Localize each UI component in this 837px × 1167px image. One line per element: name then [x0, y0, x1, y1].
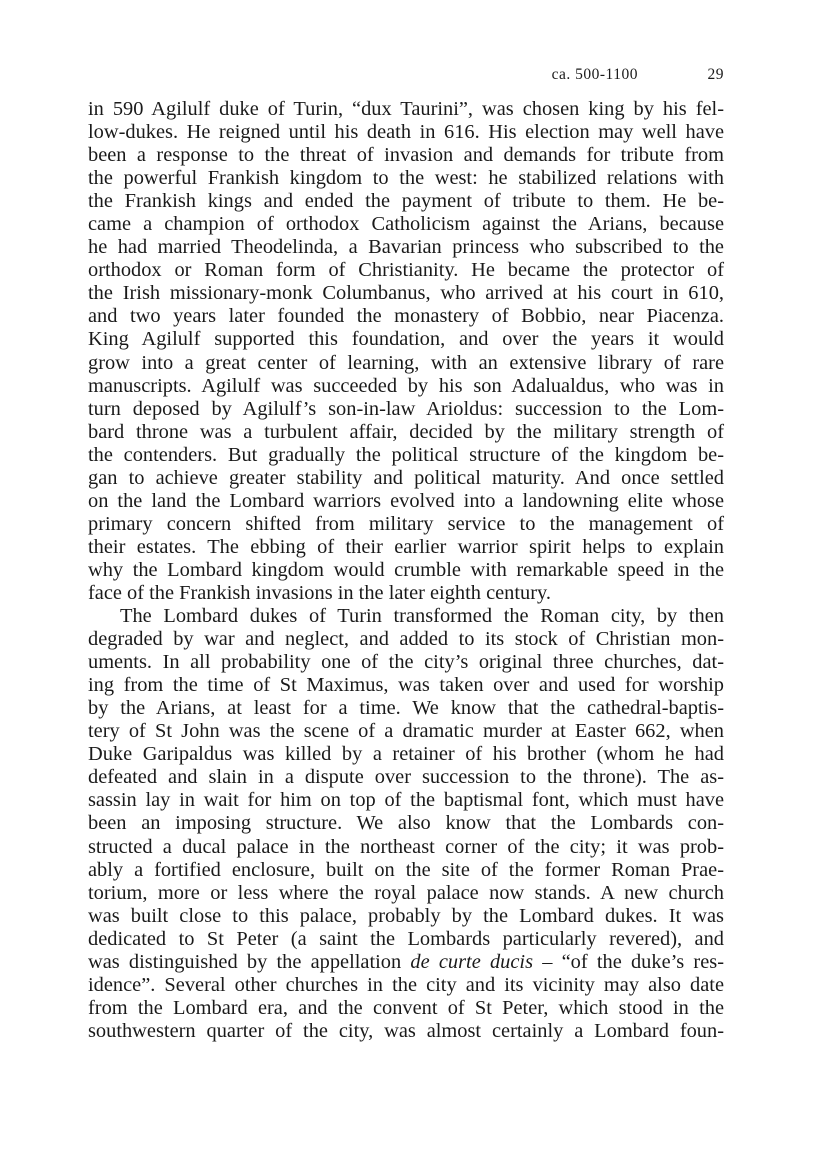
text-segment: – “of the duke’s res-: [533, 950, 724, 973]
text-line: the powerful Frankish kingdom to the west: he stabilized relations with: [88, 167, 724, 190]
text-line: the Irish missionary-monk Columbanus, who arrived at his court in 610,: [88, 282, 724, 305]
text-line: and two years later founded the monastery of Bobbio, near Piacenza.: [88, 305, 724, 328]
text-line: degraded by war and neglect, and added to its stock of Christian mon-: [88, 628, 724, 651]
text-line: the contenders. But gradually the political structure of the kingdom be-: [88, 443, 724, 466]
text-line: from the Lombard era, and the convent of St Peter, which stood in the: [88, 996, 724, 1019]
text-line: idence”. Several other churches in the city and its vicinity may also date: [88, 973, 724, 996]
text-line: dedicated to St Peter (a saint the Lombards particularly revered), and: [88, 927, 724, 950]
text-line: gan to achieve greater stability and political maturity. And once settled: [88, 466, 724, 489]
body-text: [88, 98, 724, 1043]
text-line: defeated and slain in a dispute over succession to the throne). The as-: [88, 766, 724, 789]
text-line: their estates. The ebbing of their earlier warrior spirit helps to explain: [88, 535, 724, 558]
text-line: structed a ducal palace in the northeast corner of the city; it was prob-: [88, 835, 724, 858]
text-line: the Frankish kings and ended the payment of tribute to them. He be-: [88, 190, 724, 213]
text-line: in 590 Agilulf duke of Turin, “dux Taurini”, was chosen king by his fel-: [88, 98, 724, 120]
text-line: ably a fortified enclosure, built on the site of the former Roman Prae-: [88, 858, 724, 881]
text-line: torium, more or less where the royal palace now stands. A new church: [88, 881, 724, 904]
italic-phrase: de curte ducis: [410, 950, 534, 973]
text-line: ing from the time of St Maximus, was taken over and used for worship: [88, 674, 724, 697]
text-line: turn deposed by Agilulf’s son-in-law Arioldus: succession to the Lom-: [88, 397, 724, 420]
running-head: [88, 66, 724, 86]
text-line: grow into a great center of learning, with an extensive library of rare: [88, 351, 724, 374]
text-line: came a champion of orthodox Catholicism against the Arians, because: [88, 213, 724, 236]
text-line: sassin lay in wait for him on top of the baptismal font, which must have: [88, 789, 724, 812]
text-line: bard throne was a turbulent affair, decided by the military strength of: [88, 420, 724, 443]
text-line: tery of St John was the scene of a dramatic murder at Easter 662, when: [88, 720, 724, 743]
text-line-with-italic: [88, 951, 724, 974]
text-line: on the land the Lombard warriors evolved into a landowning elite whose: [88, 489, 724, 512]
text-line: primary concern shifted from military service to the management of: [88, 512, 724, 535]
text-line: been a response to the threat of invasion and demands for tribute from: [88, 144, 724, 167]
running-head-title: ca. 500-1100: [551, 66, 638, 83]
text-line: uments. In all probability one of the city’s original three churches, dat-: [88, 651, 724, 674]
text-line: manuscripts. Agilulf was succeeded by his son Adalualdus, who was in: [88, 374, 724, 397]
text-line: The Lombard dukes of Turin transformed the Roman city, by then: [120, 605, 724, 628]
text-line: was built close to this palace, probably by the Lombard dukes. It was: [88, 904, 724, 927]
text-line: why the Lombard kingdom would crumble with remarkable speed in the: [88, 558, 724, 581]
text-line: low-dukes. He reigned until his death in 616. His election may well have: [88, 121, 724, 144]
paragraph-1: [88, 98, 724, 605]
page-number: 29: [707, 66, 724, 83]
text-line: been an imposing structure. We also know that the Lombards con-: [88, 812, 724, 835]
text-line: King Agilulf supported this foundation, and over the years it would: [88, 328, 724, 351]
paragraph-2: [88, 605, 724, 1043]
text-line: he had married Theodelinda, a Bavarian princess who subscribed to the: [88, 236, 724, 259]
text-line: Duke Garipaldus was killed by a retainer of his brother (whom he had: [88, 743, 724, 766]
text-line: face of the Frankish invasions in the later eighth century.: [88, 581, 551, 604]
text-segment: was distinguished by the appellation: [88, 950, 411, 973]
text-line: southwestern quarter of the city, was almost certainly a Lombard foun-: [88, 1019, 724, 1042]
text-line: orthodox or Roman form of Christianity. He became the protector of: [88, 259, 724, 282]
text-line: by the Arians, at least for a time. We know that the cathedral-baptis-: [88, 697, 724, 720]
